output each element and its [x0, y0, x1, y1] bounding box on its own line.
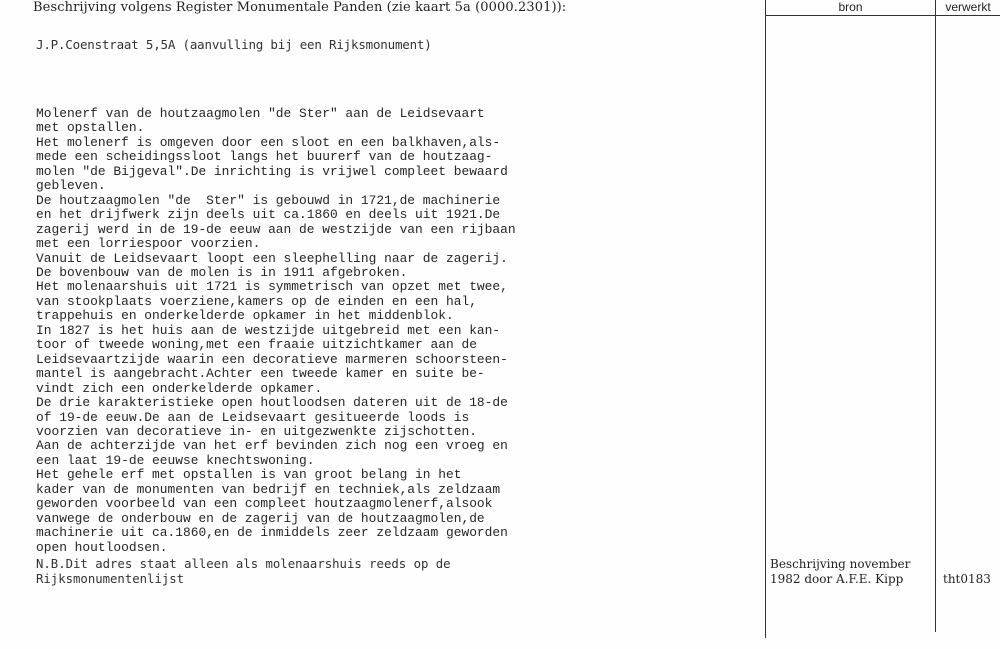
document-title: Beschrijving volgens Register Monumentale Panden (zie kaart 5a (0000.2301)):	[33, 0, 567, 15]
processed-cell: tht0183	[943, 572, 991, 586]
address-line: J.P.Coenstraat 5,5A (aanvulling bij een Rijksmonument)	[36, 37, 432, 52]
source-cell: Beschrijving november 1982 door A.F.E. Kipp	[770, 557, 911, 586]
note-text: N.B.Dit adres staat alleen als molenaarshuis reeds op de Rijksmonumentenlijst	[36, 557, 451, 586]
table-divider-right	[935, 0, 936, 632]
table-divider-left	[765, 0, 766, 638]
column-header-source: bron	[838, 0, 863, 14]
table-header-divider	[765, 15, 1000, 16]
description-text: Molenerf van de houtzaagmolen "de Ster" aan de Leidsevaart met opstallen. Het molenerf is omgeven door een sloot en een balkhaven,als- mede een scheidingssloot langs het buurerf van de houtzaag- molen "de Bijgeval".De inrichting is vrijwel compleet bewaard gebleven. De houtzaagmolen "de Ster" is gebouwd in 1721,de machinerie en het drijfwerk zijn deels uit ca.1860 en deels uit 1921.De zagerij werd in de 19-de eeuw aan de westzijde van een rijbaan met een lorriespoor voorzien. Vanuit de Leidsevaart loopt een sleephelling naar de zagerij. De bovenbouw van de molen is in 1911 afgebroken. Het molenaarshuis uit 1721 is symmetrisch van opzet met twee, van stookplaats voerziene,kamers op de einden en een hal, trappehuis en onderkelderde opkamer in het middenblok. In 1827 is het huis aan de westzijde uitgebreid met een kan- toor of tweede woning,met een fraaie uitzichtkamer aan de Leidsevaartzijde waarin een decoratieve marmeren schoorsteen- mantel is aangebracht.Achter een tweede kamer en suite be- vindt zich een onderkelderde opkamer. De drie karakteristieke open houtloodsen dateren uit de 18-de of 19-de eeuw.De aan de Leidsevaart gesitueerde loods is voorzien van decoratieve in- en uitgezwenkte zijschotten. Aan de achterzijde van het erf bevinden zich nog een vroeg en een laat 19-de eeuwse knechtswoning. Het gehele erf met opstallen is van groot belang in het kader van de monumenten van bedrijf en techniek,als zeldzaam geworden voorbeeld van een compleet houtzaagmolenerf,alsook vanwege de onderbouw en de zagerij van de houtzaagmolen,de machinerie uit ca.1860,en de inmiddels zeer zeldzaam geworden open houtloodsen.	[36, 106, 516, 555]
column-header-processed: verwerkt	[945, 0, 991, 14]
